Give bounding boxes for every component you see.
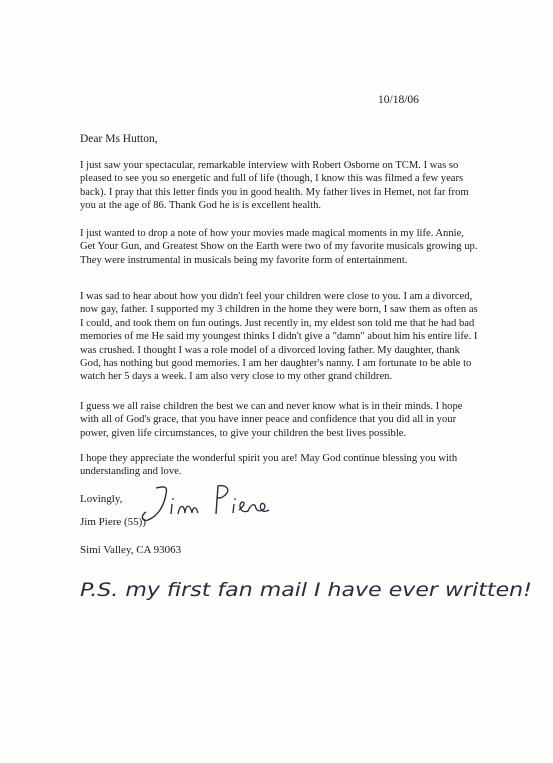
paragraph-2: I just wanted to drop a note of how your movies made magical moments in my life. Annie, Get Your Gun, and Greatest Show on the Earth were two of my favorite musicals growing up. They were instrumental in musicals being my favorite form of entertainment.	[80, 228, 478, 266]
handwritten-signature	[138, 480, 278, 530]
paragraph-1: I just saw your spectacular, remarkable interview with Robert Osborne on TCM. I was so pleased to see you so energetic and full of life (though, I know this was filmed a few years back). I pray that this letter finds you in good health. My father lives in Hemet, not far from you at the age of 86. Thank God he is is excellent health.	[80, 160, 469, 212]
closing: Lovingly,	[80, 493, 123, 505]
handwritten-postscript	[80, 560, 540, 610]
letter-date: 10/18/06	[378, 94, 419, 106]
signer-name: Jim Piere (55))	[80, 516, 146, 528]
paragraph-4: I guess we all raise children the best we can and never know what is in their minds. I hope with all of God's grace, that you have inner peace and confidence that you did all in your power, given life circumstances, to give your children the best lives possible.	[80, 401, 463, 439]
svg-text:P.S. my first fan mail I have: P.S. my first fan mail I have ever written!	[80, 579, 532, 601]
salutation: Dear Ms Hutton,	[80, 133, 158, 145]
signer-location: Simi Valley, CA 93063	[80, 544, 182, 556]
paragraph-3: I was sad to hear about how you didn't feel your children were close to you. I am a divorced, now gay, father. I supported my 3 children in the home they were born, I saw them as often as I could, and took them on fun outings. Just recently in, my eldest son told me that he had bad memories of me He said my youngest thinks I didn't give a "damn" about him his entire life. I was crushed. I thought I was a role model of a divorced loving father. My daughter, thank God, has nothing but good memories. I am her daughter's nanny. I am fortunate to be able to watch her 5 days a week. I am also very close to my other grand children.	[80, 291, 478, 383]
paragraph-5: I hope they appreciate the wonderful spirit you are! May God continue blessing you with understanding and love.	[80, 453, 458, 478]
